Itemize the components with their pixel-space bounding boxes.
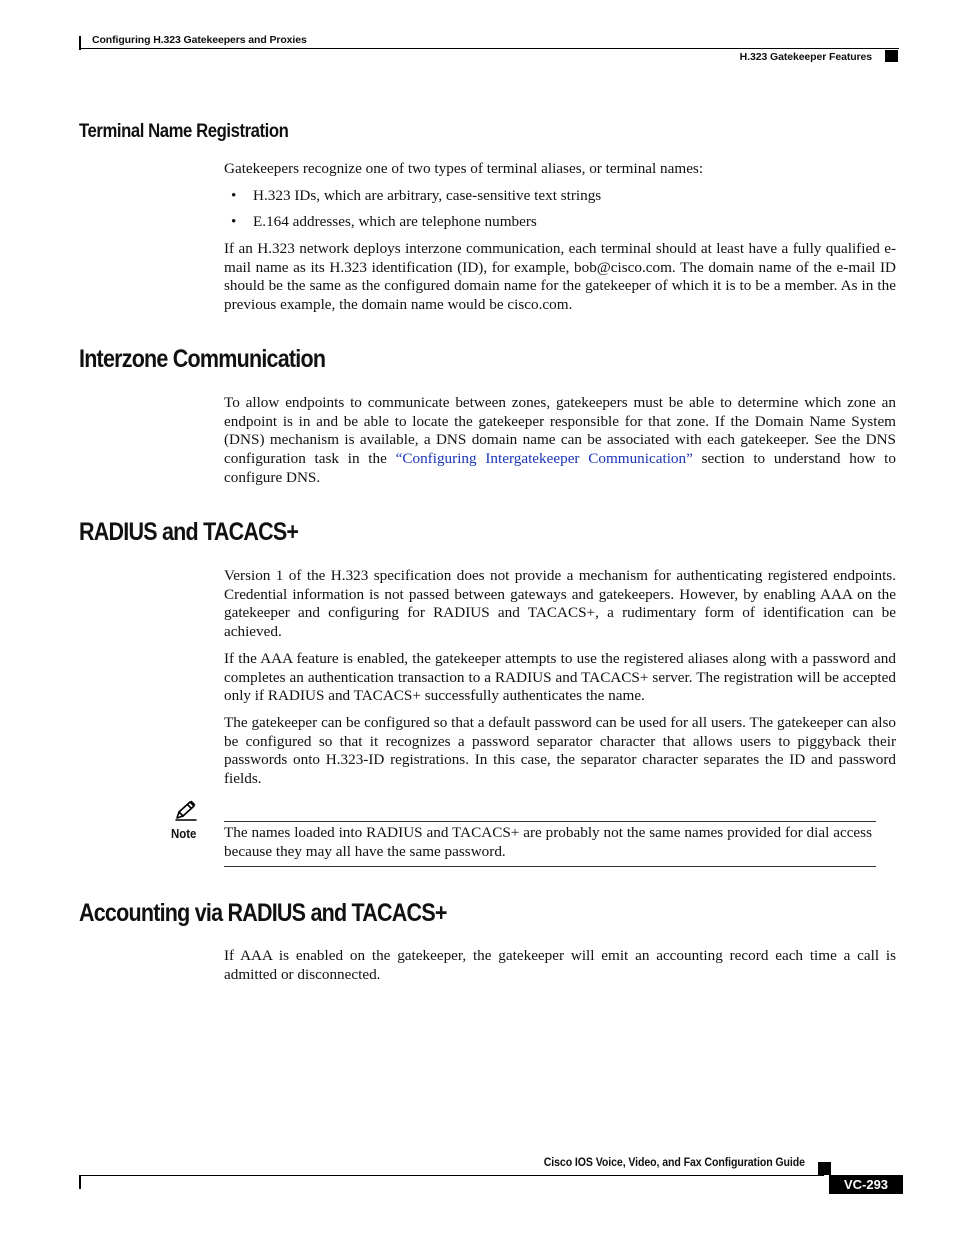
radius-paragraph-2: If the AAA feature is enabled, the gatekeeper attempts to use the registered aliases along with a password and completes an authentication transaction to a RADIUS and TACACS+ server. The registration will be accepted only if RADIUS and TACACS+ successfully authenticates the name. [224, 650, 896, 705]
pencil-note-icon [174, 799, 198, 821]
header-section-title: H.323 Gatekeeper Features [739, 51, 872, 63]
note-text: The names loaded into RADIUS and TACACS+ are probably not the same names provided for dial access because they may all have the same password. [224, 824, 872, 860]
footer-rule [79, 1175, 824, 1176]
heading-radius-tacacs: RADIUS and TACACS+ [79, 518, 299, 546]
header-chapter-title: Configuring H.323 Gatekeepers and Proxies [92, 34, 307, 46]
bullet-icon: • [231, 187, 237, 204]
interzone-body-text: To allow endpoints to communicate between zones, gatekeepers must be able to determine which zone an endpoint is in and be able to locate the gatekeeper responsible for that zone. If the Domain Name System (DNS) mechanism is available, a DNS domain name can be associated with each gatekeeper. See the DNS configuration task in the [224, 394, 896, 468]
heading-terminal-name-registration: Terminal Name Registration [79, 121, 289, 142]
header-marker-block [885, 50, 898, 62]
interzone-body [224, 394, 896, 488]
radius-paragraph-1: Version 1 of the H.323 specification does not provide a mechanism for authenticating registered endpoints. Credential information is not passed between gateways and gatekeepers. However, by enabling AAA on the gatekeeper and configuring for RADIUS and TACACS+, a rudimentary form of identification can be achieved. [224, 567, 896, 641]
list-item-text: H.323 IDs, which are arbitrary, case-sensitive text strings [253, 187, 602, 204]
interzone-body-text-end: section to understand how to configure DNS. [224, 450, 896, 486]
list-item [231, 187, 601, 206]
list-item [231, 213, 537, 232]
configuring-intergatekeeper-link[interactable]: “Configuring Intergatekeeper Communication” [395, 450, 693, 468]
note-top-rule [224, 821, 876, 822]
footer-guide-title: Cisco IOS Voice, Video, and Fax Configuration Guide [543, 1157, 805, 1169]
heading-interzone-communication: Interzone Communication [79, 345, 326, 373]
footer-marker-block [818, 1162, 831, 1175]
heading-accounting-radius-tacacs: Accounting via RADIUS and TACACS+ [79, 899, 447, 927]
header-rule [79, 48, 899, 49]
bullet-icon: • [231, 213, 237, 230]
footer-rule-vertical [79, 1175, 81, 1189]
note-bottom-rule [224, 866, 876, 867]
list-item-text: E.164 addresses, which are telephone numbers [253, 213, 537, 230]
terminal-name-body: If an H.323 network deploys interzone communication, each terminal should at least have a fully qualified e-mail name as its H.323 identification (ID), for example, bob@cisco.com. The domain name of the e-mail ID should be the same as the configured domain name for the gatekeeper of which it is to be a member. As in the previous example, the domain name would be cisco.com. [224, 240, 896, 314]
page-number: VC-293 [829, 1175, 903, 1194]
note-label: Note [171, 826, 197, 841]
radius-paragraph-3: The gatekeeper can be configured so that a default password can be used for all users. The gatekeeper can also be configured so that it recognizes a password separator character that allows users to piggyback their passwords onto H.323-ID registrations. In this case, the separator character separates the ID and password fields. [224, 714, 896, 788]
accounting-body: If AAA is enabled on the gatekeeper, the gatekeeper will emit an accounting record each time a call is admitted or disconnected. [224, 947, 896, 983]
terminal-name-intro: Gatekeepers recognize one of two types of terminal aliases, or terminal names: [224, 160, 704, 177]
